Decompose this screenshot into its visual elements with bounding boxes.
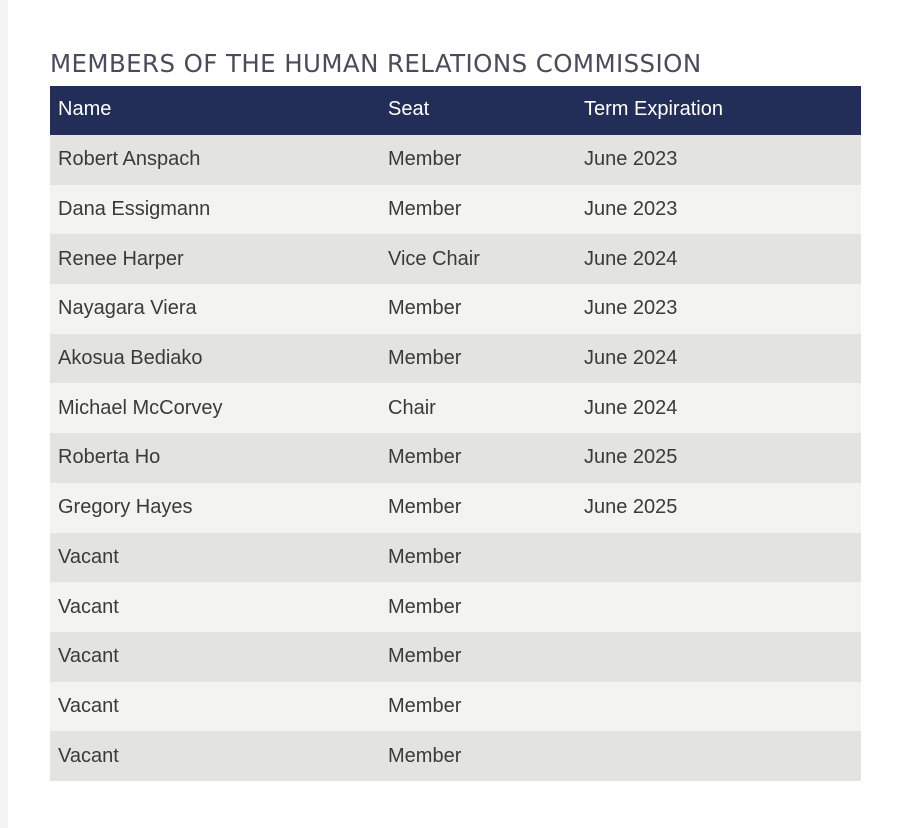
table-row (50, 135, 861, 185)
member-seat: Member (380, 135, 576, 185)
member-name: Vacant (50, 632, 380, 682)
member-seat: Member (380, 284, 576, 334)
column-header-term-expiration: Term Expiration (576, 86, 861, 135)
member-name: Gregory Hayes (50, 483, 380, 533)
member-term-expiration: June 2024 (576, 234, 861, 284)
table-row (50, 383, 861, 433)
members-table (50, 86, 861, 781)
member-seat: Member (380, 185, 576, 235)
member-name: Vacant (50, 533, 380, 583)
member-seat: Member (380, 682, 576, 732)
table-row (50, 632, 861, 682)
table-row (50, 682, 861, 732)
member-seat: Member (380, 533, 576, 583)
table-row (50, 731, 861, 781)
member-term-expiration (576, 632, 861, 682)
column-header-seat: Seat (380, 86, 576, 135)
member-name: Renee Harper (50, 234, 380, 284)
member-name: Robert Anspach (50, 135, 380, 185)
page-title: MEMBERS OF THE HUMAN RELATIONS COMMISSION (50, 49, 702, 78)
table-row (50, 533, 861, 583)
column-header-name: Name (50, 86, 380, 135)
member-name: Akosua Bediako (50, 334, 380, 384)
member-seat: Member (380, 433, 576, 483)
table-row (50, 582, 861, 632)
member-name: Dana Essigmann (50, 185, 380, 235)
member-name: Vacant (50, 731, 380, 781)
member-term-expiration: June 2025 (576, 483, 861, 533)
table-row (50, 234, 861, 284)
member-term-expiration (576, 582, 861, 632)
member-term-expiration: June 2023 (576, 185, 861, 235)
member-name: Michael McCorvey (50, 383, 380, 433)
table-row (50, 334, 861, 384)
table-row (50, 284, 861, 334)
member-term-expiration (576, 682, 861, 732)
member-name: Nayagara Viera (50, 284, 380, 334)
table-row (50, 483, 861, 533)
member-name: Roberta Ho (50, 433, 380, 483)
member-term-expiration: June 2025 (576, 433, 861, 483)
member-seat: Member (380, 334, 576, 384)
member-seat: Member (380, 582, 576, 632)
member-seat: Chair (380, 383, 576, 433)
member-name: Vacant (50, 682, 380, 732)
member-name: Vacant (50, 582, 380, 632)
member-seat: Member (380, 731, 576, 781)
table-row (50, 433, 861, 483)
member-term-expiration (576, 533, 861, 583)
member-seat: Member (380, 632, 576, 682)
member-term-expiration: June 2024 (576, 383, 861, 433)
member-term-expiration: June 2023 (576, 284, 861, 334)
table-header-row (50, 86, 861, 135)
member-seat: Vice Chair (380, 234, 576, 284)
member-term-expiration (576, 731, 861, 781)
member-seat: Member (380, 483, 576, 533)
member-term-expiration: June 2023 (576, 135, 861, 185)
member-term-expiration: June 2024 (576, 334, 861, 384)
table-row (50, 185, 861, 235)
